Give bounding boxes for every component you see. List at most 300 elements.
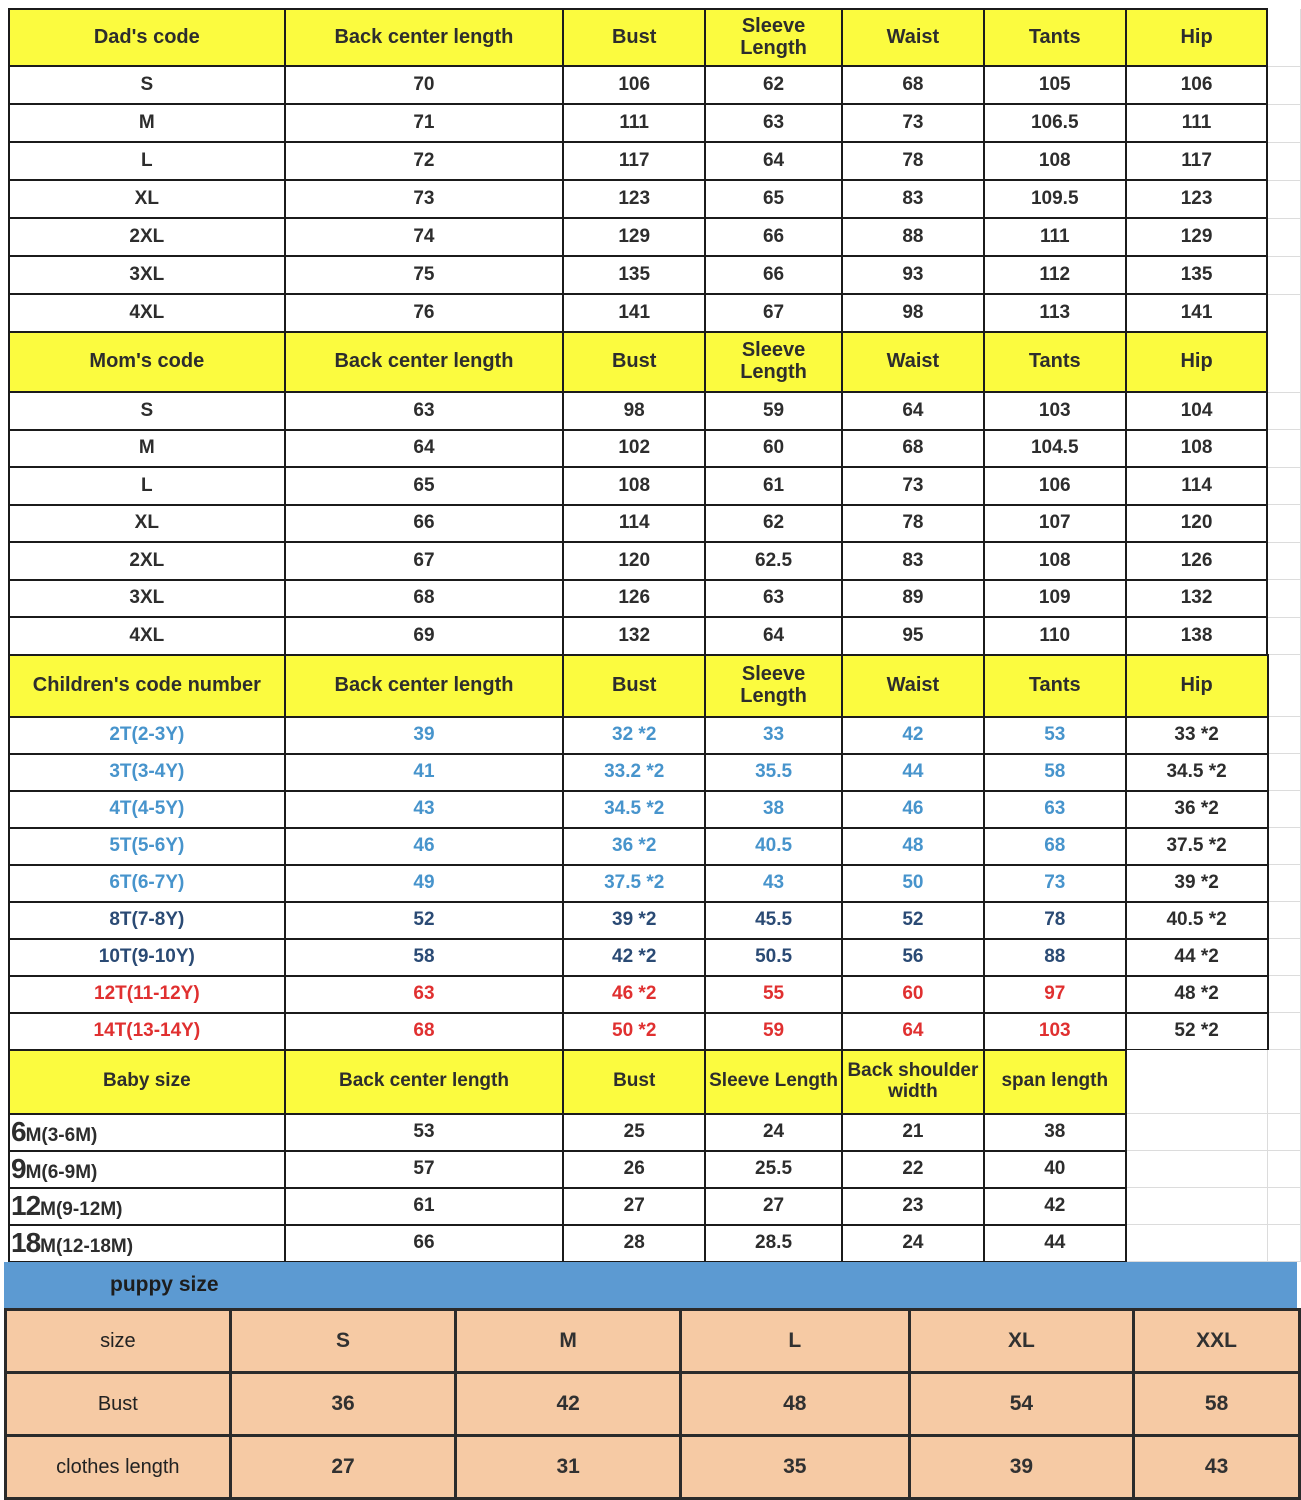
sheet-gridline-strip: [1267, 180, 1300, 218]
mom-column-header: Tants: [984, 332, 1126, 392]
baby-measurement-value: 61: [285, 1188, 564, 1225]
dad-measurement-value: 83: [842, 180, 984, 218]
children-measurement-value: 33: [705, 717, 842, 754]
children-size-table: [8, 654, 1301, 1051]
sheet-gridline-strip: [1268, 865, 1301, 902]
puppy-measurement-value: 43: [1134, 1436, 1300, 1499]
baby-size-code-suffix: M(9-12M): [40, 1199, 123, 1220]
puppy-row-label: size: [6, 1310, 231, 1373]
dad-measurement-value: 111: [984, 218, 1126, 256]
mom-measurement-value: 64: [285, 430, 564, 468]
dad-measurement-value: 66: [705, 218, 842, 256]
children-measurement-value: 33.2 *2: [563, 754, 705, 791]
baby-column-header: Sleeve Length: [705, 1050, 842, 1114]
baby-measurement-value: 26: [563, 1151, 705, 1188]
puppy-measurement-value: 58: [1134, 1373, 1300, 1436]
mom-measurement-value: 104.5: [984, 430, 1126, 468]
baby-column-header: Back shoulder width: [842, 1050, 984, 1114]
mom-measurement-value: 114: [563, 505, 705, 543]
children-measurement-value: 36 *2: [563, 828, 705, 865]
children-measurement-value: 48 *2: [1126, 976, 1268, 1013]
dad-measurement-value: 98: [842, 294, 984, 332]
empty-sheet-cell: [1126, 1188, 1268, 1225]
dad-measurement-value: 111: [563, 104, 705, 142]
dad-size-code: 2XL: [9, 218, 285, 256]
baby-table-row: [9, 1151, 1301, 1188]
mom-measurement-value: 64: [705, 617, 842, 655]
dad-table-row: [9, 218, 1301, 256]
dad-measurement-value: 106: [563, 66, 705, 104]
baby-table-row: [9, 1188, 1301, 1225]
mom-measurement-value: 95: [842, 617, 984, 655]
children-measurement-value: 52: [285, 902, 564, 939]
mom-measurement-value: 108: [984, 542, 1126, 580]
mom-measurement-value: 104: [1126, 392, 1268, 430]
mom-measurement-value: 61: [705, 467, 842, 505]
mom-measurement-value: 62.5: [705, 542, 842, 580]
dad-measurement-value: 65: [705, 180, 842, 218]
baby-size-code-prefix: 18: [11, 1227, 41, 1258]
mom-column-header: Bust: [563, 332, 705, 392]
mom-measurement-value: 120: [563, 542, 705, 580]
dad-measurement-value: 68: [842, 66, 984, 104]
puppy-measurement-value: 42: [456, 1373, 681, 1436]
children-measurement-value: 56: [842, 939, 984, 976]
dad-measurement-value: 63: [705, 104, 842, 142]
sheet-gridline-strip: [1267, 104, 1300, 142]
dad-size-code: XL: [9, 180, 285, 218]
dad-table-row: [9, 294, 1301, 332]
mom-measurement-value: 59: [705, 392, 842, 430]
children-table-row: [9, 865, 1301, 902]
children-column-header: Tants: [984, 655, 1126, 717]
dad-measurement-value: 75: [285, 256, 564, 294]
mom-measurement-value: 64: [842, 392, 984, 430]
baby-measurement-value: 28.5: [705, 1225, 842, 1262]
dad-size-code: 4XL: [9, 294, 285, 332]
mom-measurement-value: 138: [1126, 617, 1268, 655]
children-measurement-value: 60: [842, 976, 984, 1013]
children-table-row: [9, 939, 1301, 976]
sheet-gridline-strip: [1267, 542, 1300, 580]
sheet-gridline-strip: [1267, 9, 1300, 66]
mom-measurement-value: 68: [842, 430, 984, 468]
children-measurement-value: 58: [285, 939, 564, 976]
baby-measurement-value: 28: [563, 1225, 705, 1262]
mom-table-row: [9, 617, 1301, 655]
children-measurement-value: 68: [285, 1013, 564, 1050]
mom-measurement-value: 106: [984, 467, 1126, 505]
sheet-gridline-strip: [1267, 430, 1300, 468]
dad-table-row: [9, 66, 1301, 104]
sheet-gridline-strip: [1267, 66, 1300, 104]
sheet-gridline-strip: [1268, 754, 1301, 791]
mom-measurement-value: 110: [984, 617, 1126, 655]
dad-measurement-value: 135: [1126, 256, 1268, 294]
mom-size-code: XL: [9, 505, 285, 543]
mom-size-code: 4XL: [9, 617, 285, 655]
children-measurement-value: 78: [984, 902, 1126, 939]
baby-measurement-value: 44: [984, 1225, 1126, 1262]
children-size-code: 2T(2-3Y): [9, 717, 285, 754]
children-measurement-value: 46: [842, 791, 984, 828]
puppy-row-label: clothes length: [6, 1436, 231, 1499]
children-measurement-value: 42 *2: [563, 939, 705, 976]
children-table-row: [9, 828, 1301, 865]
puppy-size-table: [4, 1308, 1301, 1500]
baby-column-header: span length: [984, 1050, 1126, 1114]
mom-measurement-value: 83: [842, 542, 984, 580]
mom-measurement-value: 98: [563, 392, 705, 430]
puppy-table-row: [6, 1373, 1300, 1436]
children-measurement-value: 44 *2: [1126, 939, 1268, 976]
children-measurement-value: 42: [842, 717, 984, 754]
baby-size-code-suffix: M(6-9M): [25, 1162, 98, 1183]
baby-measurement-value: 25: [563, 1114, 705, 1151]
mom-measurement-value: 126: [1126, 542, 1268, 580]
puppy-table-row: [6, 1436, 1300, 1499]
children-measurement-value: 37.5 *2: [563, 865, 705, 902]
children-measurement-value: 88: [984, 939, 1126, 976]
baby-size-table: [8, 1049, 1301, 1263]
baby-measurement-value: 27: [563, 1188, 705, 1225]
puppy-size-code: S: [230, 1310, 456, 1373]
children-measurement-value: 39 *2: [1126, 865, 1268, 902]
children-table-row: [9, 1013, 1301, 1050]
dad-measurement-value: 106.5: [984, 104, 1126, 142]
dad-measurement-value: 123: [1126, 180, 1268, 218]
puppy-measurement-value: 35: [680, 1436, 909, 1499]
mom-size-table: [8, 331, 1301, 656]
children-table-row: [9, 976, 1301, 1013]
mom-table-row: [9, 392, 1301, 430]
dad-measurement-value: 71: [285, 104, 564, 142]
baby-measurement-value: 24: [705, 1114, 842, 1151]
children-column-header: Waist: [842, 655, 984, 717]
puppy-size-code: M: [456, 1310, 681, 1373]
children-measurement-value: 59: [705, 1013, 842, 1050]
mom-measurement-value: 107: [984, 505, 1126, 543]
mom-measurement-value: 108: [563, 467, 705, 505]
baby-column-header: Baby size: [9, 1050, 285, 1114]
children-measurement-value: 33 *2: [1126, 717, 1268, 754]
sheet-gridline-strip: [1267, 1151, 1300, 1188]
mom-measurement-value: 114: [1126, 467, 1268, 505]
mom-size-code: 3XL: [9, 580, 285, 618]
children-measurement-value: 48: [842, 828, 984, 865]
children-column-header: Bust: [563, 655, 705, 717]
mom-column-header: Hip: [1126, 332, 1268, 392]
baby-size-code-suffix: M(3-6M): [25, 1125, 98, 1146]
children-measurement-value: 52: [842, 902, 984, 939]
children-column-header: Hip: [1126, 655, 1268, 717]
dad-measurement-value: 113: [984, 294, 1126, 332]
dad-measurement-value: 111: [1126, 104, 1268, 142]
dad-column-header: Hip: [1126, 9, 1268, 66]
children-measurement-value: 40.5 *2: [1126, 902, 1268, 939]
baby-size-code: [9, 1225, 285, 1262]
mom-measurement-value: 120: [1126, 505, 1268, 543]
mom-measurement-value: 73: [842, 467, 984, 505]
children-measurement-value: 103: [984, 1013, 1126, 1050]
children-measurement-value: 32 *2: [563, 717, 705, 754]
dad-measurement-value: 73: [842, 104, 984, 142]
puppy-size-code: L: [680, 1310, 909, 1373]
mom-table-row: [9, 467, 1301, 505]
children-measurement-value: 53: [984, 717, 1126, 754]
mom-column-header: Sleeve Length: [705, 332, 842, 392]
children-measurement-value: 45.5: [705, 902, 842, 939]
dad-measurement-value: 117: [1126, 142, 1268, 180]
children-column-header: Sleeve Length: [705, 655, 842, 717]
dad-table-row: [9, 142, 1301, 180]
mom-column-header: Mom's code: [9, 332, 285, 392]
children-measurement-value: 40.5: [705, 828, 842, 865]
children-measurement-value: 34.5 *2: [563, 791, 705, 828]
puppy-row-label: Bust: [6, 1373, 231, 1436]
children-table-row: [9, 902, 1301, 939]
children-measurement-value: 63: [984, 791, 1126, 828]
children-measurement-value: 44: [842, 754, 984, 791]
sheet-gridline-strip: [1267, 1225, 1300, 1262]
mom-measurement-value: 63: [285, 392, 564, 430]
dad-column-header: Waist: [842, 9, 984, 66]
baby-measurement-value: 27: [705, 1188, 842, 1225]
children-measurement-value: 37.5 *2: [1126, 828, 1268, 865]
children-measurement-value: 64: [842, 1013, 984, 1050]
mom-table-row: [9, 505, 1301, 543]
dad-measurement-value: 109.5: [984, 180, 1126, 218]
baby-measurement-value: 66: [285, 1225, 564, 1262]
empty-sheet-cell: [1126, 1050, 1268, 1114]
dad-size-code: 3XL: [9, 256, 285, 294]
children-measurement-value: 50 *2: [563, 1013, 705, 1050]
sheet-gridline-strip: [1268, 902, 1301, 939]
children-column-header: Children's code number: [9, 655, 285, 717]
mom-measurement-value: 78: [842, 505, 984, 543]
children-measurement-value: 46 *2: [563, 976, 705, 1013]
dad-measurement-value: 64: [705, 142, 842, 180]
baby-measurement-value: 38: [984, 1114, 1126, 1151]
baby-size-code-suffix: M(12-18M): [40, 1236, 134, 1257]
baby-size-code-prefix: 6: [11, 1116, 26, 1147]
children-measurement-value: 46: [285, 828, 564, 865]
dad-measurement-value: 93: [842, 256, 984, 294]
children-measurement-value: 39 *2: [563, 902, 705, 939]
children-measurement-value: 52 *2: [1126, 1013, 1268, 1050]
dad-column-header: Dad's code: [9, 9, 285, 66]
puppy-measurement-value: 48: [680, 1373, 909, 1436]
dad-table-row: [9, 104, 1301, 142]
baby-column-header: Bust: [563, 1050, 705, 1114]
mom-measurement-value: 132: [1126, 580, 1268, 618]
children-size-code: 6T(6-7Y): [9, 865, 285, 902]
baby-measurement-value: 42: [984, 1188, 1126, 1225]
dad-measurement-value: 73: [285, 180, 564, 218]
dad-measurement-value: 135: [563, 256, 705, 294]
sheet-gridline-strip: [1268, 717, 1301, 754]
mom-measurement-value: 60: [705, 430, 842, 468]
dad-measurement-value: 72: [285, 142, 564, 180]
sheet-gridline-strip: [1267, 142, 1300, 180]
puppy-measurement-value: 31: [456, 1436, 681, 1499]
sheet-gridline-strip: [1268, 939, 1301, 976]
dad-measurement-value: 141: [563, 294, 705, 332]
children-measurement-value: 68: [984, 828, 1126, 865]
sheet-gridline-strip: [1267, 580, 1300, 618]
children-table-row: [9, 791, 1301, 828]
children-measurement-value: 97: [984, 976, 1126, 1013]
dad-measurement-value: 74: [285, 218, 564, 256]
children-measurement-value: 50.5: [705, 939, 842, 976]
mom-measurement-value: 66: [285, 505, 564, 543]
sheet-gridline-strip: [1268, 828, 1301, 865]
mom-size-code: 2XL: [9, 542, 285, 580]
mom-measurement-value: 63: [705, 580, 842, 618]
dad-measurement-value: 105: [984, 66, 1126, 104]
baby-column-header: Back center length: [285, 1050, 564, 1114]
mom-measurement-value: 126: [563, 580, 705, 618]
mom-measurement-value: 103: [984, 392, 1126, 430]
children-measurement-value: 34.5 *2: [1126, 754, 1268, 791]
sheet-gridline-strip: [1267, 218, 1300, 256]
dad-table-row: [9, 256, 1301, 294]
family-size-tables: [8, 8, 1301, 1263]
dad-size-table: [8, 8, 1301, 333]
sheet-gridline-strip: [1267, 1188, 1300, 1225]
dad-measurement-value: 88: [842, 218, 984, 256]
baby-size-code-prefix: 12: [11, 1190, 41, 1221]
sheet-gridline-strip: [1268, 1013, 1301, 1050]
children-table-row: [9, 717, 1301, 754]
children-measurement-value: 63: [285, 976, 564, 1013]
sheet-gridline-strip: [1268, 791, 1301, 828]
sheet-gridline-strip: [1267, 1114, 1300, 1151]
children-size-code: 3T(3-4Y): [9, 754, 285, 791]
dad-measurement-value: 67: [705, 294, 842, 332]
dad-column-header: Back center length: [285, 9, 564, 66]
empty-sheet-cell: [1126, 1225, 1268, 1262]
children-measurement-value: 58: [984, 754, 1126, 791]
dad-measurement-value: 70: [285, 66, 564, 104]
baby-measurement-value: 22: [842, 1151, 984, 1188]
puppy-measurement-value: 36: [230, 1373, 456, 1436]
puppy-measurement-value: 39: [909, 1436, 1134, 1499]
dad-measurement-value: 76: [285, 294, 564, 332]
dad-column-header: Sleeve Length: [705, 9, 842, 66]
dad-measurement-value: 108: [984, 142, 1126, 180]
sheet-gridline-strip: [1267, 294, 1300, 332]
puppy-table-row: [6, 1310, 1300, 1373]
sheet-gridline-strip: [1267, 505, 1300, 543]
sheet-gridline-strip: [1267, 332, 1300, 392]
dad-column-header: Tants: [984, 9, 1126, 66]
children-measurement-value: 38: [705, 791, 842, 828]
puppy-size-title-band: [4, 1262, 1297, 1308]
mom-measurement-value: 102: [563, 430, 705, 468]
baby-measurement-value: 21: [842, 1114, 984, 1151]
baby-size-code-prefix: 9: [11, 1153, 26, 1184]
baby-size-code: [9, 1151, 285, 1188]
baby-size-code: [9, 1188, 285, 1225]
children-measurement-value: 35.5: [705, 754, 842, 791]
mom-measurement-value: 68: [285, 580, 564, 618]
dad-measurement-value: 141: [1126, 294, 1268, 332]
baby-measurement-value: 25.5: [705, 1151, 842, 1188]
dad-table-row: [9, 180, 1301, 218]
mom-measurement-value: 108: [1126, 430, 1268, 468]
children-measurement-value: 43: [705, 865, 842, 902]
baby-measurement-value: 57: [285, 1151, 564, 1188]
sheet-gridline-strip: [1267, 256, 1300, 294]
mom-table-row: [9, 430, 1301, 468]
dad-measurement-value: 106: [1126, 66, 1268, 104]
baby-measurement-value: 24: [842, 1225, 984, 1262]
children-size-code: 8T(7-8Y): [9, 902, 285, 939]
children-table-row: [9, 754, 1301, 791]
children-measurement-value: 55: [705, 976, 842, 1013]
children-measurement-value: 50: [842, 865, 984, 902]
puppy-size-title: puppy size: [110, 1273, 219, 1296]
mom-size-code: S: [9, 392, 285, 430]
baby-size-code: [9, 1114, 285, 1151]
baby-table-row: [9, 1225, 1301, 1262]
baby-measurement-value: 53: [285, 1114, 564, 1151]
children-size-code: 4T(4-5Y): [9, 791, 285, 828]
sheet-gridline-strip: [1267, 1050, 1300, 1114]
dad-column-header: Bust: [563, 9, 705, 66]
children-measurement-value: 36 *2: [1126, 791, 1268, 828]
children-measurement-value: 39: [285, 717, 564, 754]
sheet-gridline-strip: [1268, 655, 1301, 717]
baby-measurement-value: 23: [842, 1188, 984, 1225]
mom-measurement-value: 132: [563, 617, 705, 655]
mom-column-header: Back center length: [285, 332, 564, 392]
dad-measurement-value: 112: [984, 256, 1126, 294]
baby-table-row: [9, 1114, 1301, 1151]
children-size-code: 5T(5-6Y): [9, 828, 285, 865]
mom-measurement-value: 67: [285, 542, 564, 580]
dad-size-code: M: [9, 104, 285, 142]
mom-column-header: Waist: [842, 332, 984, 392]
dad-measurement-value: 129: [1126, 218, 1268, 256]
mom-size-code: L: [9, 467, 285, 505]
mom-measurement-value: 62: [705, 505, 842, 543]
sheet-gridline-strip: [1267, 617, 1300, 655]
dad-measurement-value: 66: [705, 256, 842, 294]
dad-measurement-value: 123: [563, 180, 705, 218]
puppy-size-code: XL: [909, 1310, 1134, 1373]
mom-measurement-value: 109: [984, 580, 1126, 618]
children-measurement-value: 49: [285, 865, 564, 902]
children-measurement-value: 73: [984, 865, 1126, 902]
children-column-header: Back center length: [285, 655, 564, 717]
mom-measurement-value: 65: [285, 467, 564, 505]
empty-sheet-cell: [1126, 1114, 1268, 1151]
dad-measurement-value: 129: [563, 218, 705, 256]
empty-sheet-cell: [1126, 1151, 1268, 1188]
mom-table-row: [9, 542, 1301, 580]
children-size-code: 12T(11-12Y): [9, 976, 285, 1013]
mom-measurement-value: 69: [285, 617, 564, 655]
dad-size-code: S: [9, 66, 285, 104]
dad-size-code: L: [9, 142, 285, 180]
sheet-gridline-strip: [1268, 976, 1301, 1013]
mom-measurement-value: 89: [842, 580, 984, 618]
puppy-measurement-value: 54: [909, 1373, 1134, 1436]
dad-measurement-value: 62: [705, 66, 842, 104]
children-measurement-value: 41: [285, 754, 564, 791]
